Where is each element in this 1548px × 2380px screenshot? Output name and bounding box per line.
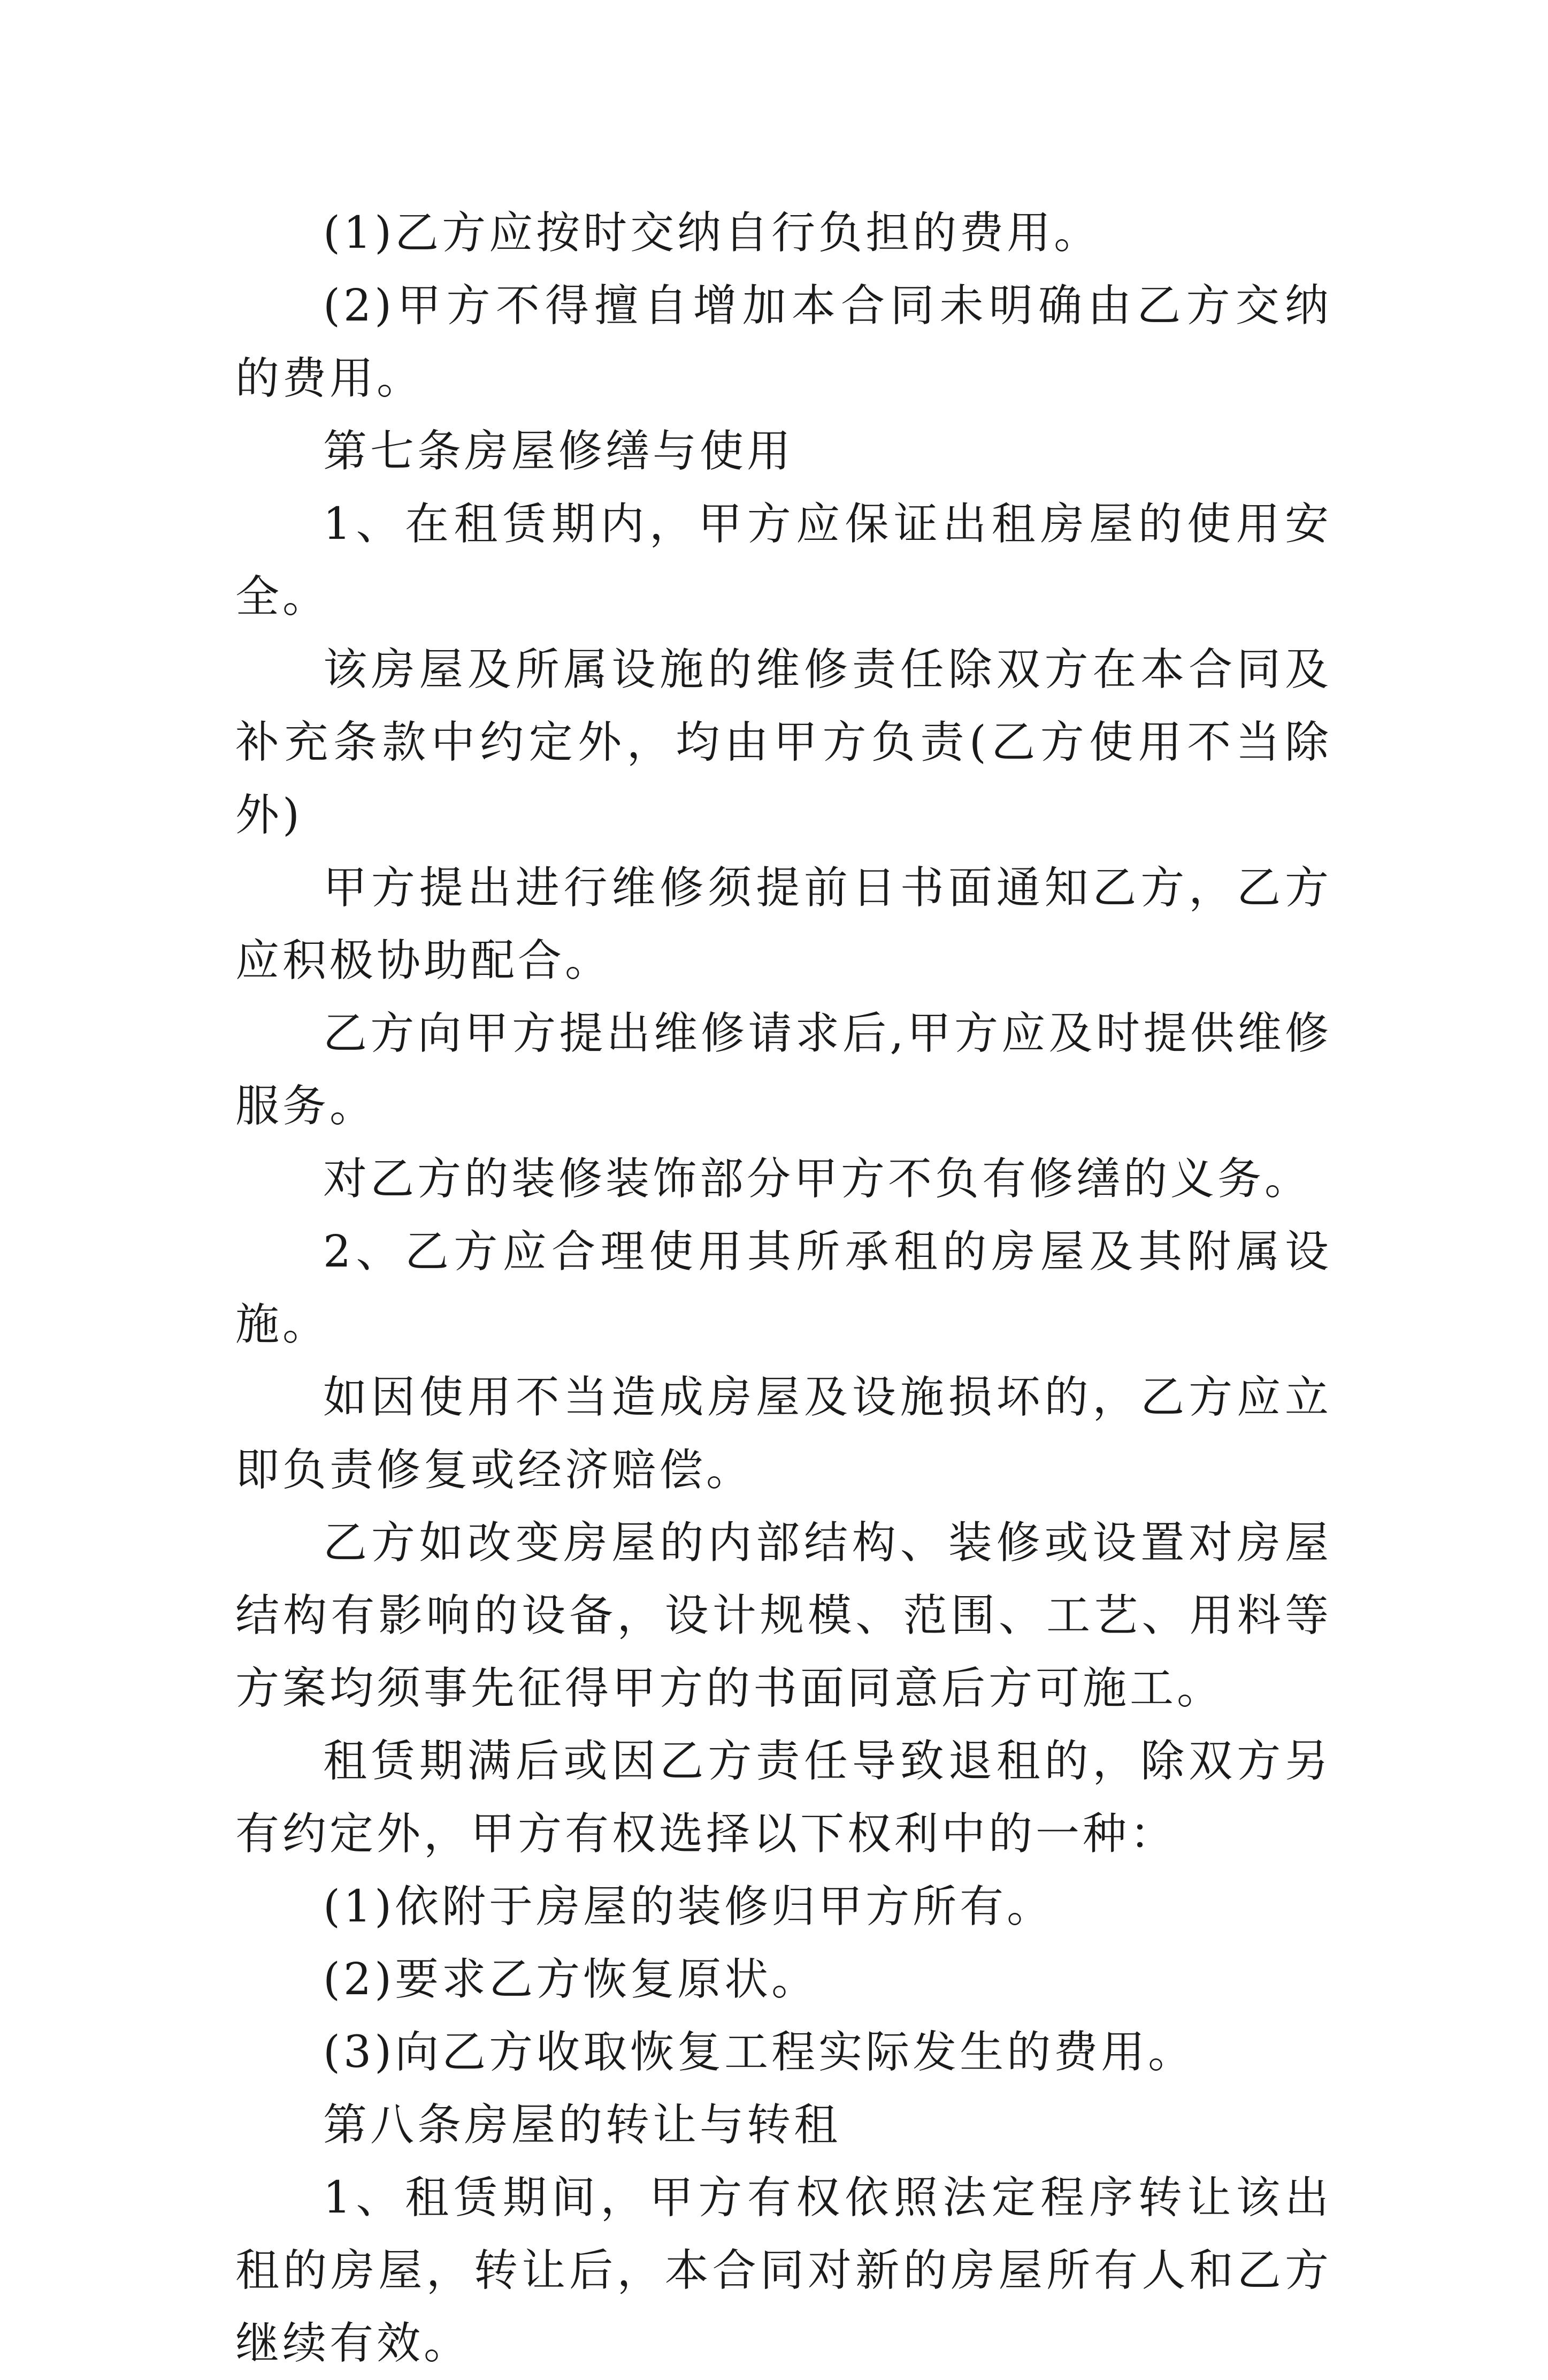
section-heading: 第八条房屋的转让与转租 (323, 2100, 841, 2150)
section-heading: 第七条房屋修缮与使用 (323, 426, 794, 477)
paragraph: 乙方向甲方提出维修请求后,甲方应及时提供维修服务。 (235, 1008, 1332, 1132)
paragraph: (1)乙方应按时交纳自行负担的费用。 (323, 208, 1101, 258)
paragraph: (1)依附于房屋的装修归甲方所有。 (323, 1881, 1054, 1932)
paragraph: 对乙方的装修装饰部分甲方不负有修缮的义务。 (323, 1154, 1312, 1204)
paragraph: 租赁期满后或因乙方责任导致退租的，除双方另有约定外，甲方有权选择以下权利中的一种： (235, 1736, 1332, 1859)
paragraph: 该房屋及所属设施的维修责任除双方在本合同及补充条款中约定外，均由甲方负责(乙方使用不当除外) (235, 644, 1332, 841)
paragraph: 甲方提出进行维修须提前日书面通知乙方，乙方应积极协助配合。 (235, 863, 1332, 986)
paragraph: (2)要求乙方恢复原状。 (323, 1954, 819, 2005)
paragraph: (3)向乙方收取恢复工程实际发生的费用。 (323, 2027, 1196, 2078)
paragraph: 2、乙方应合理使用其所承租的房屋及其附属设施。 (235, 1226, 1332, 1350)
document-body (235, 197, 1332, 2380)
paragraph: 乙方如改变房屋的内部结构、装修或设置对房屋结构有影响的设备，设计规模、范围、工艺、用料等方案均须事先征得甲方的书面同意后方可施工。 (235, 1517, 1332, 1714)
paragraph: 如因使用不当造成房屋及设施损坏的，乙方应立即负责修复或经济赔偿。 (235, 1372, 1332, 1496)
paragraph: (2)甲方不得擅自增加本合同未明确由乙方交纳的费用。 (235, 280, 1332, 404)
paragraph: 1、租赁期间，甲方有权依照法定程序转让该出租的房屋，转让后，本合同对新的房屋所有人和乙方继续有效。 (235, 2172, 1332, 2369)
paragraph: 1、在租赁期内，甲方应保证出租房屋的使用安全。 (235, 499, 1332, 622)
